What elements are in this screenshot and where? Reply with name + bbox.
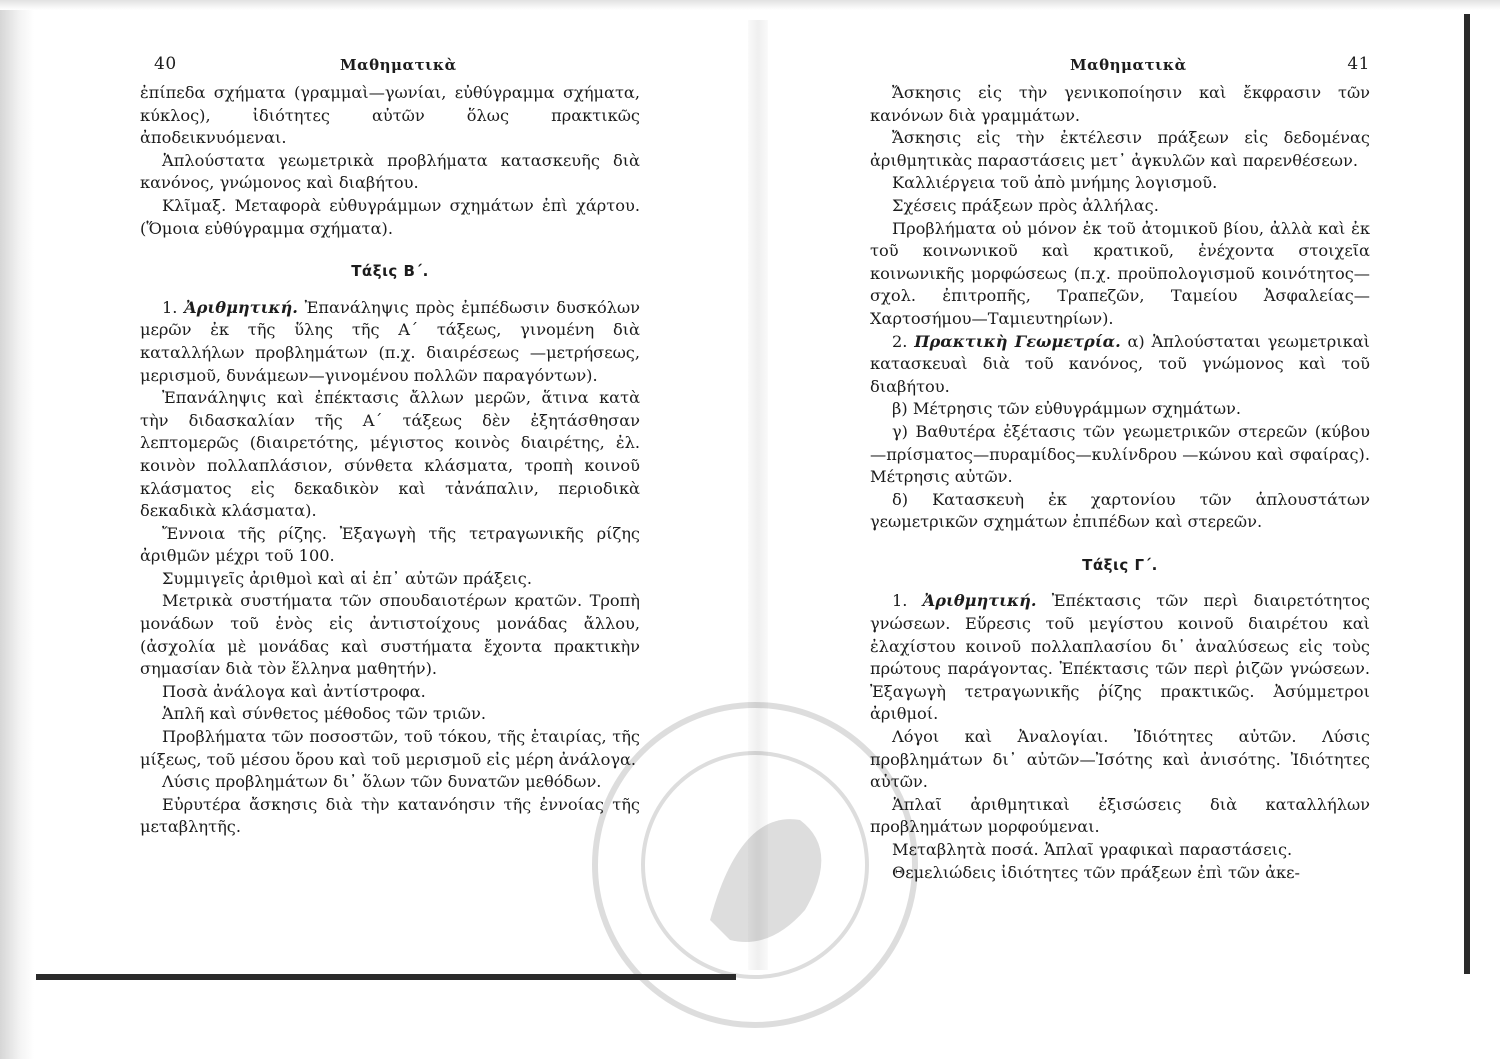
item-text: Ἐπέκτασις τῶν περὶ διαιρετότητος γνώσεων. Εὕρεσις τοῦ μεγίστου κοινοῦ διαιρέτου καὶ ἐλαχίστου κοινοῦ πολλαπλασίου δι᾽ ἀναλύσεως εἰς τοὺς πρώτους παράγοντας. Ἐπέκτασις τῶν περὶ ῥιζῶν γνώσεων. Ἐξαγωγὴ τετραγωνικῆς ῥίζης πρακτικῶς. Ἀσύμμετροι ἀριθμοί. [870, 591, 1370, 724]
right-running-header [870, 52, 1370, 82]
left-running-header [140, 52, 640, 82]
item-practical-geometry [870, 331, 1370, 399]
paragraph: Προβλήματα τῶν ποσοστῶν, τοῦ τόκου, τῆς ἑταιρίας, τῆς μίξεως, τοῦ μέσου ὅρου καὶ τοῦ μερισμοῦ εἰς μέρη ἀνάλογα. [140, 727, 640, 769]
item-lead: Ἀριθμητική. [922, 591, 1037, 611]
geometry-subitem: β) Μέτρησις τῶν εὐθυγράμμων σχημάτων. [892, 399, 1242, 419]
seal-figure [710, 819, 821, 942]
paragraph: Ἁπλῆ καὶ σύνθετος μέθοδος τῶν τριῶν. [162, 704, 486, 724]
scan-border-right [1464, 14, 1470, 974]
section-heading-taxis-g: Τάξις Γ΄. [1082, 555, 1158, 574]
paragraph: Ἐπανάληψις καὶ ἐπέκτασις ἄλλων μερῶν, ἅτινα κατὰ τὴν διδασκαλίαν τῆς Α΄ τάξεως δὲν ἐξητάσθησαν λεπτομερῶς (διαιρετότης, μέγιστος κοινὸς διαιρέτης, ἐλ. κοινὸν πολλαπλάσιον, σύνθετα κλάσματα, τροπὴ κοινοῦ κλάσματος εἰς δεκαδικὸν καὶ τἀνάπαλιν, περιοδικὰ δεκαδικὰ κλάσματα). [140, 388, 640, 521]
scan-border-bottom [36, 974, 736, 980]
item-text: Ἐπανάληψις πρὸς ἐμπέδωσιν δυσκόλων μερῶν ἐκ τῆς ὕλης τῆς Α΄ τάξεως, γινομένη διὰ καταλλήλων προβλημάτων (π.χ. διαιρέσεως —μετρήσεως, μερισμοῦ, δυνάμεων—γινομένου πολλῶν παραγόντων). [140, 297, 640, 385]
right-page [870, 52, 1370, 884]
paragraph: Εὐρυτέρα ἄσκησις διὰ τὴν κατανόησιν τῆς ἐννοίας τῆς μεταβλητῆς. [140, 794, 640, 837]
item-number: 2. [892, 331, 915, 351]
geometry-subitem: γ) Βαθυτέρα ἐξέτασις τῶν γεωμετρικῶν στερεῶν (κύβου—πρίσματος—πυραμίδος—κυλίνδρου —κώνου καὶ σφαίρας). Μέτρησις αὐτῶν. [870, 421, 1370, 487]
geometry-subitem: δ) Κατασκευὴ ἐκ χαρτονίου τῶν ἁπλουστάτων γεωμετρικῶν σχημάτων ἐπιπέδων καὶ στερεῶν. [870, 489, 1370, 532]
right-page-number: 41 [1347, 54, 1370, 74]
item-arithmetic-g [870, 590, 1370, 726]
right-header-title: Μαθηματικὰ [1070, 56, 1187, 74]
section-heading-taxis-b: Τάξις Β΄. [351, 262, 429, 281]
paragraph: Ἄσκησις εἰς τὴν γενικοποίησιν καὶ ἔκφρασιν τῶν κανόνων διὰ γραμμάτων. [870, 83, 1370, 125]
item-text: α) Ἁπλούσταται γεωμετρικαὶ κατασκευαὶ διὰ τοῦ κανόνος, τοῦ γνώμονος καὶ τοῦ διαβήτου. [870, 331, 1370, 396]
item-lead: Ἀριθμητική. [184, 297, 298, 317]
paragraph: Ἁπλαῖ ἀριθμητικαὶ ἐξισώσεις διὰ καταλλήλων προβλημάτων μορφούμεναι. [870, 794, 1370, 837]
left-body-text [140, 82, 640, 839]
paragraph: Καλλιέργεια τοῦ ἀπὸ μνήμης λογισμοῦ. [892, 173, 1218, 193]
left-page-number: 40 [154, 54, 177, 74]
paragraph: Θεμελιώδεις ἰδιότητες τῶν πράξεων ἐπὶ τῶν ἀκε- [892, 862, 1301, 882]
item-number: 1. [162, 297, 185, 317]
item-arithmetic-b [140, 297, 640, 387]
paragraph: Σχέσεις πράξεων πρὸς ἀλλήλας. [892, 195, 1159, 215]
item-number: 1. [892, 591, 923, 611]
paragraph: ἐπίπεδα σχήματα (γραμμαὶ—γωνίαι, εὐθύγραμμα σχήματα, κύκλος), ἰδιότητες αὐτῶν ὅλως πρακτικῶς ἀποδεικνυόμεναι. [140, 83, 640, 148]
paragraph: Προβλήματα οὐ μόνον ἐκ τοῦ ἀτομικοῦ βίου, ἀλλὰ καὶ ἐκ τοῦ κοινωνικοῦ καὶ κρατικοῦ, ἐνέχοντα στοιχεῖα κοινωνικῆς μορφώσεως (π.χ. προϋπολογισμοῦ κοινότητος—σχολ. ἐπιτροπῆς, Τραπεζῶν, Ταμείου Ἀσφαλείας—Χαρτοσήμου—Ταμιευτηρίων). [870, 218, 1370, 328]
left-page [140, 52, 640, 839]
paragraph: Λύσις προβλημάτων δι᾽ ὅλων τῶν δυνατῶν μεθόδων. [162, 772, 602, 792]
scan-shadow-left [0, 0, 34, 1059]
paragraph: Λόγοι καὶ Ἀναλογίαι. Ἰδιότητες αὐτῶν. Λύσις προβλημάτων δι᾽ αὐτῶν—Ἰσότης καὶ ἀνισότης. Ἰδιότητες αὐτῶν. [870, 727, 1370, 792]
paragraph: Ποσὰ ἀνάλογα καὶ ἀντίστροφα. [162, 681, 426, 701]
scan-shadow-top [0, 0, 1500, 10]
paragraph: Μεταβλητὰ ποσά. Ἁπλαῖ γραφικαὶ παραστάσεις. [892, 840, 1293, 859]
paragraph: Ἄσκησις εἰς τὴν ἐκτέλεσιν πράξεων εἰς δεδομένας ἀριθμητικὰς παραστάσεις μετ᾽ ἀγκυλῶν καὶ παρενθέσεων. [870, 128, 1370, 170]
paragraph: Συμμιγεῖς ἀριθμοὶ καὶ αἱ ἐπ᾽ αὐτῶν πράξεις. [162, 568, 532, 588]
paragraph: Ἁπλούστατα γεωμετρικὰ προβλήματα κατασκευῆς διὰ κανόνος, γνώμονος καὶ διαβήτου. [140, 150, 640, 193]
paragraph: Κλῖμαξ. Μεταφορὰ εὐθυγράμμων σχημάτων ἐπὶ χάρτου. (Ὅμοια εὐθύγραμμα σχήματα). [140, 195, 640, 238]
right-body-text [870, 82, 1370, 884]
left-header-title: Μαθηματικὰ [340, 56, 457, 74]
paragraph: Ἔννοια τῆς ρίζης. Ἐξαγωγὴ τῆς τετραγωνικῆς ρίζης ἀριθμῶν μέχρι τοῦ 100. [140, 523, 640, 566]
item-lead: Πρακτικὴ Γεωμετρία. [914, 331, 1121, 351]
paragraph: Μετρικὰ συστήματα τῶν σπουδαιοτέρων κρατῶν. Τροπὴ μονάδων τοῦ ἑνὸς εἰς ἀντιστοίχους μονάδας ἄλλου, (ἀσχολία μὲ μονάδας καὶ συστήματα ἔχοντα πρακτικὴν σημασίαν διὰ τὸν ἕλληνα μαθητήν). [140, 591, 640, 679]
